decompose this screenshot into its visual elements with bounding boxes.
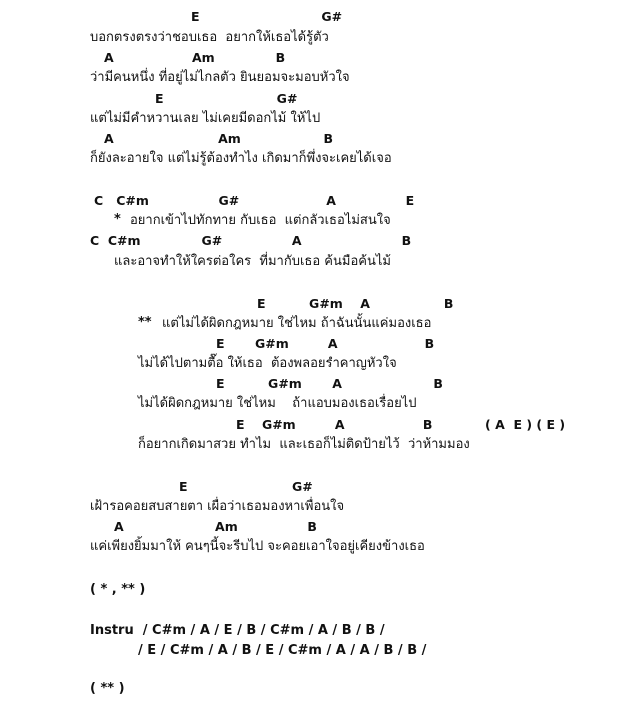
lyric-line: และอาจทำให้ใครต่อใคร ที่มากับเธอ ค้นมือค้นไม้ bbox=[114, 254, 391, 269]
chord-line: A Am B bbox=[104, 50, 286, 65]
chord-line: C C#m G# A B bbox=[90, 233, 412, 248]
section-marker-star: * bbox=[114, 212, 121, 227]
chord-line: E G#m A B bbox=[216, 336, 435, 351]
chord-line: C C#m G# A E bbox=[94, 193, 415, 208]
section-marker-double-star: ** bbox=[138, 315, 152, 330]
chord-line-tail: ( A E ) ( E ) bbox=[485, 417, 566, 432]
repeat-instruction: ( ** ) bbox=[90, 681, 125, 696]
chord-line: E G# bbox=[179, 479, 313, 494]
lyric-line: ก็ยังละอายใจ แต่ไม่รู้ต้องทำไง เกิดมาก็พึ่งจะเคยได้เจอ bbox=[90, 151, 392, 166]
lyric-line: ก็อยากเกิดมาสวย ทำไม และเธอก็ไม่ติดป้ายไว้ ว่าห้ามมอง bbox=[138, 437, 470, 452]
chord-line: E G#m A B bbox=[257, 296, 454, 311]
chord-line: E G#m A B bbox=[236, 417, 433, 432]
lyric-line: ไม่ได้ผิดกฎหมาย ใช่ไหม ถ้าแอบมองเธอเรื่อยไป bbox=[138, 396, 417, 411]
instrumental-line: / E / C#m / A / B / E / C#m / A / A / B / B / bbox=[138, 643, 427, 658]
lyric-line: บอกตรงตรงว่าชอบเธอ อยากให้เธอได้รู้ตัว bbox=[90, 30, 329, 45]
lyric-line: แต่ไม่ได้ผิดกฎหมาย ใช่ไหม ถ้าฉันนั้นแค่มองเธอ bbox=[162, 316, 432, 331]
chord-line: A Am B bbox=[114, 519, 317, 534]
lyric-line: ว่ามีคนหนึ่ง ที่อยู่ไม่ไกลตัว ยินยอมจะมอบหัวใจ bbox=[90, 70, 350, 85]
lyric-line: อยากเข้าไปทักทาย กับเธอ แต่กลัวเธอไม่สนใจ bbox=[130, 213, 391, 228]
repeat-instruction: ( * , ** ) bbox=[90, 582, 146, 597]
lyric-line: ไม่ได้ไปตามตื๊อ ให้เธอ ต้องพลอยรำคาญหัวใจ bbox=[138, 356, 397, 371]
lyric-line: เฝ้ารอคอยสบสายตา เผื่อว่าเธอมองหาเพื่อนใจ bbox=[90, 499, 345, 514]
chord-line: E G# bbox=[191, 9, 343, 24]
lyric-line: แต่ไม่มีคำหวานเลย ไม่เคยมีดอกไม้ ให้ไป bbox=[90, 111, 321, 126]
chord-line: A Am B bbox=[104, 131, 334, 146]
chord-line: E G# bbox=[155, 91, 298, 106]
instrumental-line: Instru / C#m / A / E / B / C#m / A / B / B / bbox=[90, 623, 385, 638]
chord-line: E G#m A B bbox=[216, 376, 443, 391]
lyric-line: แค่เพียงยิ้มมาให้ คนๆนี้จะรีบไป จะคอยเอาใจอยู่เคียงข้างเธอ bbox=[90, 539, 425, 554]
